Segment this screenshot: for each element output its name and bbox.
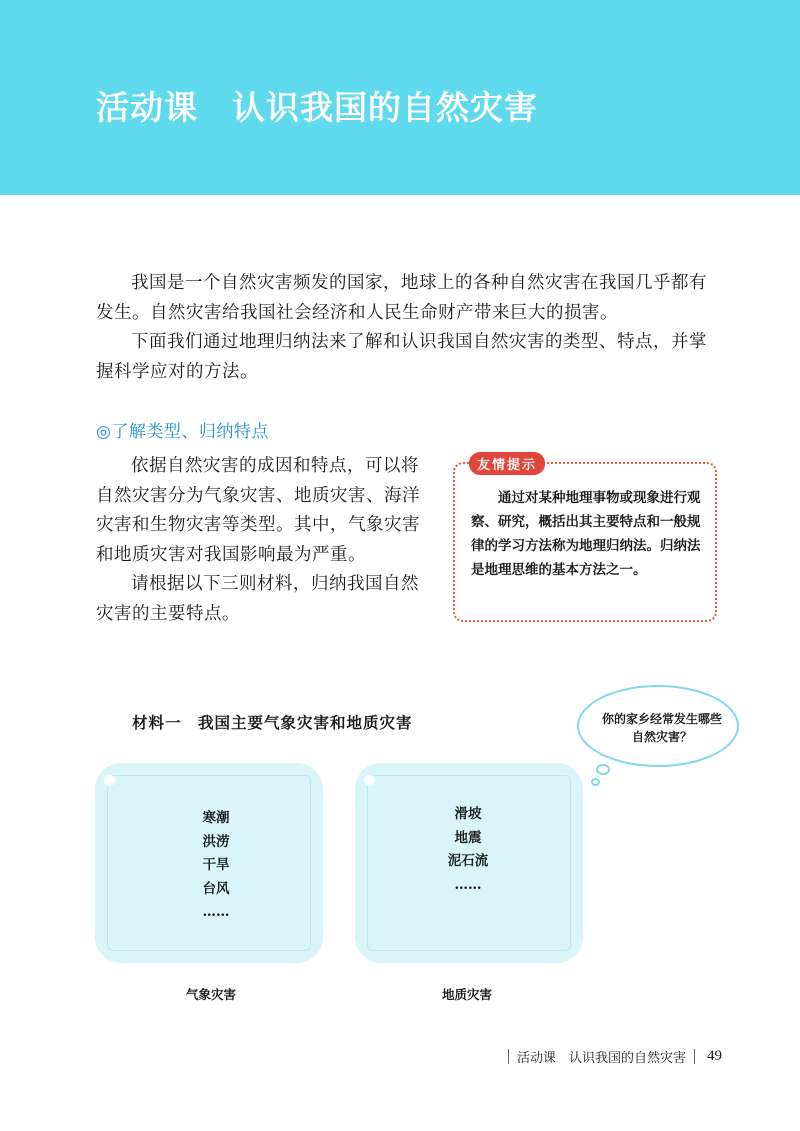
list-item: …… bbox=[454, 876, 482, 893]
tip-text: 通过对某种地理事物或现象进行观察、研究，概括出其主要特点和一般规律的学习方法称为地理归纳法。归纳法是地理思维的基本方法之一。 bbox=[471, 490, 701, 578]
intro-paragraph-2: 下面我们通过地理归纳法来了解和认识我国自然灾害的类型、特点，并掌握科学应对的方法。 bbox=[96, 332, 707, 382]
card-dot bbox=[364, 775, 375, 786]
tip-text-wrap bbox=[471, 486, 703, 582]
page-footer bbox=[508, 1047, 722, 1066]
footer-divider bbox=[508, 1049, 509, 1064]
list-item: 滑坡 bbox=[454, 806, 482, 822]
list-item: 洪涝 bbox=[202, 833, 230, 850]
list-item: 地震 bbox=[454, 829, 482, 846]
list-item: 台风 bbox=[202, 880, 230, 897]
bubble-question: 你的家乡经常发生哪些自然灾害？ bbox=[601, 712, 722, 744]
footer-divider bbox=[694, 1049, 695, 1064]
footer-chapter-title: 活动课 认识我国的自然灾害 bbox=[516, 1051, 686, 1066]
section-paragraph-1: 依据自然灾害的成因和特点，可以将自然灾害分为气象灾害、地质灾害、海洋灾害和生物灾害等类型。其中，气象灾害和地质灾害对我国影响最为严重。 bbox=[96, 456, 420, 565]
geo-list bbox=[353, 803, 583, 897]
friendly-tip-box bbox=[453, 458, 717, 622]
page-number: 49 bbox=[707, 1048, 722, 1064]
bubble-tail-dot bbox=[591, 778, 600, 786]
card-dot bbox=[104, 775, 115, 786]
geo-caption: 地质灾害 bbox=[442, 987, 493, 1002]
section-text bbox=[96, 452, 436, 629]
tip-badge: 友情提示 bbox=[469, 452, 545, 475]
list-item: …… bbox=[202, 904, 230, 920]
list-item: 干旱 bbox=[202, 857, 230, 873]
bubble-tail-dot bbox=[596, 764, 610, 775]
section-heading: ◎了解类型、归纳特点 bbox=[96, 422, 269, 442]
meteo-caption: 气象灾害 bbox=[186, 987, 237, 1002]
thought-bubble bbox=[577, 685, 739, 767]
title-banner bbox=[0, 0, 800, 195]
intro-paragraph-1: 我国是一个自然灾害频发的国家，地球上的各种自然灾害在我国几乎都有发生。自然灾害给我国社会经济和人民生命财产带来巨大的损害。 bbox=[96, 273, 707, 323]
section-paragraph-2: 请根据以下三则材料，归纳我国自然灾害的主要特点。 bbox=[96, 574, 419, 624]
material-title: 材料一 我国主要气象灾害和地质灾害 bbox=[132, 713, 413, 732]
meteorological-card bbox=[95, 763, 323, 963]
intro-text bbox=[96, 269, 724, 387]
list-item: 泥石流 bbox=[447, 853, 489, 869]
list-item: 寒潮 bbox=[202, 810, 230, 826]
geological-card bbox=[355, 763, 583, 963]
meteo-list bbox=[109, 807, 323, 925]
page-title: 活动课 认识我国的自然灾害 bbox=[96, 88, 538, 127]
